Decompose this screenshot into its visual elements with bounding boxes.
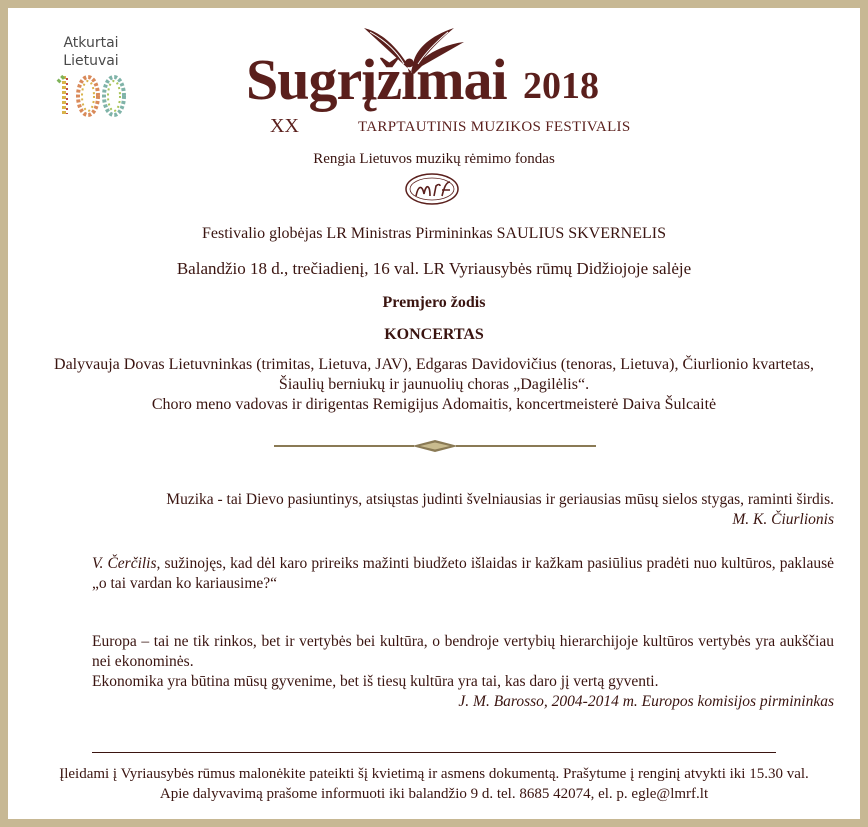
atkurtai-line: Atkurtai: [63, 35, 119, 51]
ornament-divider-icon: [274, 438, 596, 454]
quote-barosso: [92, 632, 834, 712]
festival-subtitle: TARPTAUTINIS MUZIKOS FESTIVALIS: [358, 119, 631, 135]
quote-author: M. K. Čiurlionis: [732, 511, 834, 528]
festival-name: Sugrįžimai: [246, 47, 507, 112]
atkurtai-lietuvai-logo: [46, 34, 136, 70]
quote-author: J. M. Barosso, 2004-2014 m. Europos komisijos pirmininkas: [458, 693, 834, 710]
invitation-sheet: [8, 8, 860, 819]
event-details: Balandžio 18 d., trečiadienį, 16 val. LR Vyriausybės rūmų Didžiojoje salėje: [176, 259, 692, 278]
quote-author-name: V. Čerčilis,: [92, 555, 161, 572]
quote-text-1: Europa – tai ne tik rinkos, bet ir vertybės bei kultūra, o bendroje vertybių hierarchijoje kultūros vertybės yra aukščiau nei ekonominės.: [92, 633, 834, 670]
concert-heading: KONCERTAS: [384, 326, 484, 343]
festival-edition: XX: [270, 115, 299, 137]
patron-line: Festivalio globėjas LR Ministras Pirmininkas SAULIUS SKVERNELIS: [202, 225, 666, 242]
quote-ciurlionis: [92, 490, 834, 530]
festival-year: 2018: [523, 65, 599, 107]
footer-line-2: Apie dalyvavimą prašome informuoti iki balandžio 9 d. tel. 8685 42074, el. p. egle@lmrf.lt: [159, 786, 709, 802]
quote-text-2: Ekonomika yra būtina mūsų gyvenime, bet iš tiesų kultūra yra tai, kas daro jį vertą gyventi.: [92, 673, 659, 690]
quote-text: Muzika - tai Dievo pasiuntinys, atsiųstas judinti švelniausias ir geriausias mūsų sielos stygas, raminti širdis.: [166, 491, 834, 508]
footer-divider: [92, 752, 776, 753]
participants-line-1: Dalyvauja Dovas Lietuvninkas (trimitas, Lietuva, JAV), Edgaras Davidovičius (tenoras, Lietuva), Čiurlionio kvartetas,: [54, 356, 814, 373]
quote-text: sužinojęs, kad dėl karo prireiks mažinti biudžeto išlaidas ir kažkam pasiūlius pradėti nuo kultūros, paklausė „o tai vardan ko kariausime?“: [92, 555, 834, 592]
participants-line-3: Choro meno vadovas ir dirigentas Remigijus Adomaitis, koncertmeisterė Daiva Šulcaitė: [151, 396, 717, 413]
lietuvai-line: Lietuvai: [63, 53, 119, 69]
lietuva-100-icon: [50, 72, 130, 118]
footer-notes: [8, 764, 860, 804]
organizer-line: Rengia Lietuvos muzikų rėmimo fondas: [313, 151, 555, 167]
footer-line-1: Įleidami į Vyriausybės rūmus malonėkite pateikti šį kvietimą ir asmens dokumentą. Prašytume į renginį atvykti iki 15.30 val.: [59, 766, 809, 782]
lmrf-logo-icon: [404, 172, 460, 206]
participants-block: [8, 355, 860, 415]
participants-line-2: Šiaulių berniukų ir jaunuolių choras „Dagilėlis“.: [278, 376, 590, 393]
quote-cercilis: [92, 554, 834, 594]
premier-word-heading: Premjero žodis: [382, 294, 486, 311]
